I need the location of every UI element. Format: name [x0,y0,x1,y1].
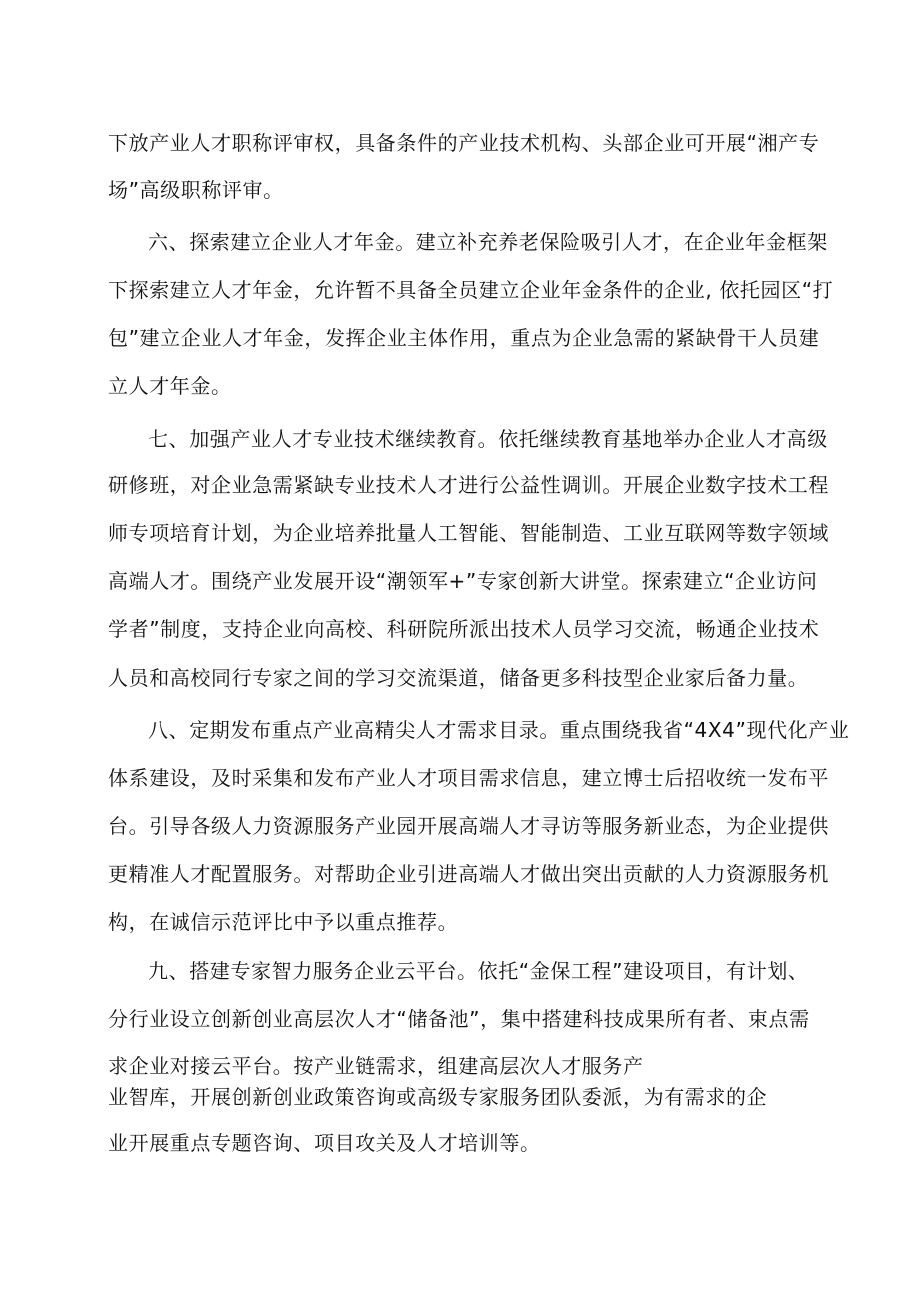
text-line-14: 体系建设，及时采集和发布产业人才项目需求信息，建立博士后招收统一发布平 [108,766,829,790]
text-line-16: 更精准人才配置服务。对帮助企业引进高端人才做出突出贡献的人力资源服务机 [108,862,829,886]
text-line-20: 求企业对接云平台。按产业链需求，组建高层次人才服务产 [108,1054,644,1078]
text-line-3: 六、探索建立企业人才年金。建立补充养老保险吸引人才，在企业年金框架 [148,230,828,254]
text-line-9: 师专项培育计划，为企业培养批量人工智能、智能制造、工业互联网等数字领域 [108,521,829,545]
text-line-19: 分行业设立创新创业高层次人才“储备池”，集中搭建科技成果所有者、束点需 [108,1007,810,1031]
text-line-2: 场”高级职称评审。 [108,178,284,202]
text-line-17: 构，在诚信示范评比中予以重点推荐。 [108,910,459,934]
text-line-4: 下探索建立人才年金，允许暂不具备全员建立企业年金条件的企业, 依托园区“打 [108,278,834,302]
text-line-21: 业智库，开展创新创业政策咨询或高级专家服务团队委派，为有需求的企 [108,1085,768,1109]
text-line-12: 人员和高校同行专家之间的学习交流渠道，储备更多科技型企业家后备力量。 [108,666,809,690]
text-line-22: 业开展重点专题咨询、项目攻关及人才培训等。 [108,1131,541,1155]
text-line-8: 研修班，对企业急需紧缺专业技术人才进行公益性调训。开展企业数字技术工程 [108,473,829,497]
text-line-11: 学者”制度，支持企业向高校、科研院所派出技术人员学习交流，畅通企业技术 [108,617,820,641]
text-line-6: 立人才年金。 [108,374,232,398]
text-line-10: 高端人才。围绕产业发展开设“潮领军+”专家创新大讲堂。探索建立“企业访问 [108,569,818,593]
text-line-7: 七、加强产业人才专业技术继续教育。依托继续教育基地举办企业人才高级 [148,427,828,451]
text-line-18: 九、搭建专家智力服务企业云平台。依托“金保工程”建设项目，有计划、 [148,959,809,983]
text-line-1: 下放产业人才职称评审权，具备条件的产业技术机构、头部企业可开展“湘产专 [108,131,820,155]
text-line-13: 八、定期发布重点产业高精尖人才需求目录。重点围绕我省“4X4”现代化产业 [148,718,850,742]
text-line-15: 台。引导各级人力资源服务产业园开展高端人才寻访等服务新业态，为企业提供 [108,814,829,838]
text-line-5: 包”建立企业人才年金，发挥企业主体作用，重点为企业急需的紧缺骨干人员建 [108,326,820,350]
